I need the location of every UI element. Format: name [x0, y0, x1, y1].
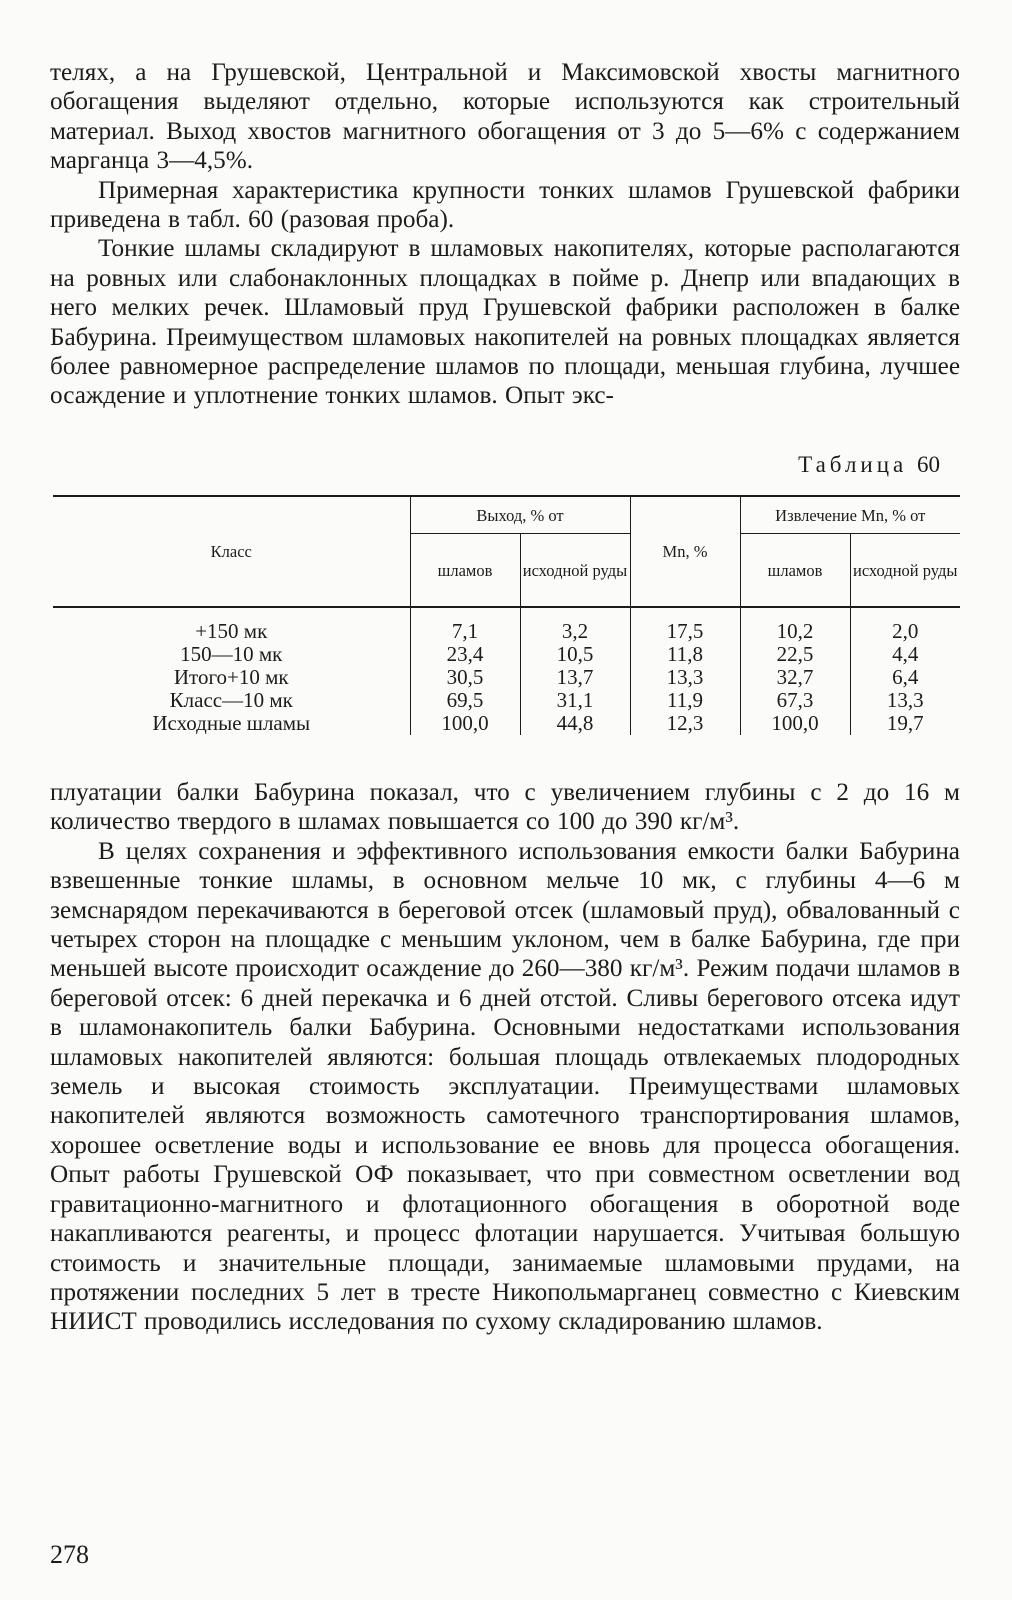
cell-value: 23,4: [410, 643, 520, 666]
cell-value: 22,5: [740, 643, 850, 666]
cell-value: 13,7: [520, 666, 630, 689]
text-block-bottom: [50, 778, 960, 1337]
table-row: [53, 689, 960, 712]
cell-value: 4,4: [850, 643, 960, 666]
table-header-row: [53, 496, 960, 534]
cell-value: 12,3: [630, 712, 740, 735]
cell-value: 32,7: [740, 666, 850, 689]
table-caption-label: Таблица: [798, 452, 908, 477]
header-class: Класс: [53, 496, 410, 607]
cell-value: 19,7: [850, 712, 960, 735]
paragraph: Тонкие шламы складируют в шламовых накопителях, которые располагаются на ровных или слабонаклонных площадках в пойме р. Днепр или впадающих в него мелких речек. Шламовый пруд Грушевской фабрики расположен в балке Бабурина. Преимуществом шламовых накопителей на ровных площадках является более равномерное распределение шламов по площади, меньшая глубина, лучшее осаждение и уплотнение тонких шламов. Опыт экс-: [50, 235, 960, 410]
table-caption: [798, 452, 940, 478]
table-caption-number: 60: [917, 452, 940, 477]
page-number: 278: [50, 1540, 89, 1569]
text-block-top: [50, 58, 960, 411]
header-extraction-slimes: шламов: [740, 534, 850, 608]
header-yield-ore: исходной руды: [520, 534, 630, 608]
paragraph: Примерная характеристика крупности тонких шламов Грушевской фабрики приведена в табл. 60 (разовая проба).: [50, 176, 960, 234]
cell-value: 69,5: [410, 689, 520, 712]
header-yield-slimes: шламов: [410, 534, 520, 608]
cell-value: 67,3: [740, 689, 850, 712]
cell-value: 17,5: [630, 620, 740, 643]
cell-value: 10,5: [520, 643, 630, 666]
paragraph: плуатации балки Бабурина показал, что с увеличением глубины с 2 до 16 м количество твердого в шламах повышается со 100 до 390 кг/м³.: [50, 779, 960, 836]
cell-class: +150 мк: [195, 619, 268, 643]
cell-value: 2,0: [850, 620, 960, 643]
cell-value: 100,0: [410, 712, 520, 735]
cell-class: 150—10 мк: [180, 642, 283, 666]
table-row: [53, 643, 960, 666]
paragraph: телях, а на Грушевской, Центральной и Максимовской хвосты магнитного обогащения выделяют отдельно, которые используются как строительный материал. Выход хвостов магнитного обогащения от 3 до 5—6% с содержанием марганца 3—4,5%.: [50, 59, 960, 175]
cell-value: 100,0: [740, 712, 850, 735]
header-extraction: Извлечение Mn, % от: [740, 496, 960, 534]
data-table: [53, 495, 960, 735]
cell-value: 30,5: [410, 666, 520, 689]
cell-value: 44,8: [520, 712, 630, 735]
cell-value: 3,2: [520, 620, 630, 643]
cell-class: Итого+10 мк: [173, 665, 289, 689]
paragraph: В целях сохранения и эффективного использования емкости балки Бабурина взвешенные тонкие шламы, в основном мельче 10 мк, с глубины 4—6 м земснарядом перекачиваются в береговой отсек (шламовый пруд), обвалованный с четырех сторон на площадке с меньшим уклоном, чем в балке Бабурина, где при меньшей высоте происходит осаждение до 260—380 кг/м³. Режим подачи шламов в береговой отсек: 6 дней перекачка и 6 дней отстой. Сливы берегового отсека идут в шламонакопитель балки Бабурина. Основными недостатками использования шламовых накопителей являются: большая площадь отвлекаемых плодородных земель и высокая стоимость эксплуатации. Преимуществами шламовых накопителей являются возможность самотечного транспортирования шламов, хорошее осветление воды и использование ее вновь для процесса обогащения. Опыт работы Грушевской ОФ показывает, что при совместном осветлении вод гравитационно-магнитного и флотационного обогащения в оборотной воде накапливаются реагенты, и процесс флотации нарушается. Учитывая большую стоимость и значительные площади, занимаемые шламовыми прудами, на протяжении последних 5 лет в тресте Никопольмарганец совместно с Киевским НИИСТ проводились исследования по сухому складированию шламов.: [50, 837, 960, 1336]
cell-value: 31,1: [520, 689, 630, 712]
cell-value: 6,4: [850, 666, 960, 689]
cell-value: 11,9: [630, 689, 740, 712]
cell-value: 10,2: [740, 620, 850, 643]
cell-class: Исходные шламы: [152, 711, 311, 735]
table-row: [53, 666, 960, 689]
header-yield: Выход, % от: [410, 496, 630, 534]
table-row: [53, 620, 960, 643]
table-row: [53, 712, 960, 735]
cell-value: 7,1: [410, 620, 520, 643]
cell-value: 13,3: [630, 666, 740, 689]
header-mn: Mn, %: [630, 496, 740, 607]
header-extraction-ore: исходной руды: [850, 534, 960, 608]
cell-class: Класс—10 мк: [169, 688, 293, 712]
cell-value: 11,8: [630, 643, 740, 666]
cell-value: 13,3: [850, 689, 960, 712]
